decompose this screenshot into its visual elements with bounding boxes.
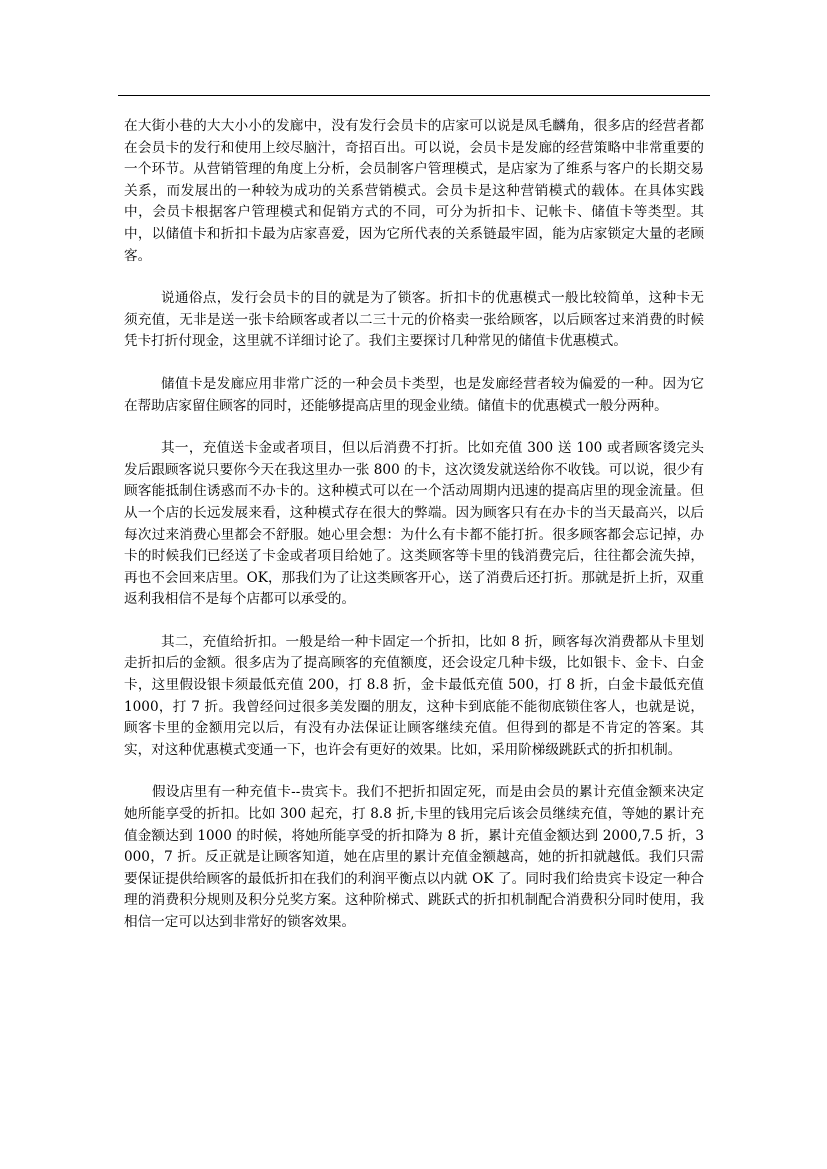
paragraph-stored-value-card: 储值卡是发廊应用非常广泛的一种会员卡类型，也是发廊经营者较为偏爱的一种。因为它在帮助店家留住顾客的同时，还能够提高店里的现金业绩。储值卡的优惠模式一般分两种。 [124, 375, 704, 414]
paragraph-vip-card: 假设店里有一种充值卡--贵宾卡。我们不把折扣固定死，而是由会员的累计充值金额来决定她所能享受的折扣。比如 300 起充，打 8.8 折,卡里的钱用完后该会员继续充值，等她的累计充值金额达到 1000 的时候，将她所能享受的折扣降为 8 折，累计充值金额达到 2000,7.5 折，3000，7 折。反正就是让顾客知道，她在店里的累计充值金额越高，她的折扣就越低。我们只需要保证提供给顾客的最低折扣在我们的利润平衡点以内就 OK 了。同时我们给贵宾卡设定一种合理的消费积分规则及积分兑奖方案。这种阶梯式、跳跃式的折扣机制配合消费积分同时使用，我相信一定可以达到非常好的锁客效果。 [124, 784, 704, 930]
paragraph-mode-one: 其一，充值送卡金或者项目，但以后消费不打折。比如充值 300 送 100 或者顾客烫完头发后跟顾客说只要你今天在我这里办一张 800 的卡，这次烫发就送给你不收钱。可以说，很少有顾客能抵制住诱惑而不办卡的。这种模式可以在一个活动周期内迅速的提高店里的现金流量。但从一个店的长远发展来看，这种模式存在很大的弊端。因为顾客只有在办卡的当天最高兴，以后每次过来消费心里都会不舒服。她心里会想：为什么有卡都不能打折。很多顾客都会忘记掉，办卡的时候我们已经送了卡金或者项目给她了。这类顾客等卡里的钱消费完后，往往都会流失掉，再也不会回来店里。OK，那我们为了让这类顾客开心，送了消费后还打折。那就是折上折，双重返利我相信不是每个店都可以承受的。 [124, 440, 704, 608]
paragraph-purpose: 说通俗点，发行会员卡的目的就是为了锁客。折扣卡的优惠模式一般比较简单，这种卡无须充值，无非是送一张卡给顾客或者以二三十元的价格卖一张给顾客，以后顾客过来消费的时候凭卡打折付现金，这里就不详细讨论了。我们主要探讨几种常见的储值卡优惠模式。 [124, 290, 704, 350]
document-body [124, 116, 704, 934]
paragraph-intro: 在大街小巷的大大小小的发廊中，没有发行会员卡的店家可以说是凤毛麟角，很多店的经营者都在会员卡的发行和使用上绞尽脑汁，奇招百出。可以说，会员卡是发廊的经营策略中非常重要的一个环节。从营销管理的角度上分析，会员制客户管理模式，是店家为了维系与客户的长期交易关系，而发展出的一种较为成功的关系营销模式。会员卡是这种营销模式的载体。在具体实践中，会员卡根据客户管理模式和促销方式的不同，可分为折扣卡、记帐卡、储值卡等类型。其中，以储值卡和折扣卡最为店家喜爱，因为它所代表的关系链最牢固，能为店家锁定大量的老顾客。 [124, 118, 704, 264]
paragraph-mode-two: 其二，充值给折扣。一般是给一种卡固定一个折扣，比如 8 折，顾客每次消费都从卡里划走折扣后的金额。很多店为了提高顾客的充值额度，还会设定几种卡级，比如银卡、金卡、白金卡，这里假设银卡须最低充值 200，打 8.8 折，金卡最低充值 500，打 8 折，白金卡最低充值 1000，打 7 折。我曾经问过很多美发圈的朋友，这种卡到底能不能彻底锁住客人，也就是说，顾客卡里的金额用完以后，有没有办法保证让顾客继续充值。但得到的都是不肯定的答案。其实，对这种优惠模式变通一下，也许会有更好的效果。比如，采用阶梯级跳跃式的折扣机制。 [124, 633, 704, 758]
header-rule [118, 95, 710, 96]
